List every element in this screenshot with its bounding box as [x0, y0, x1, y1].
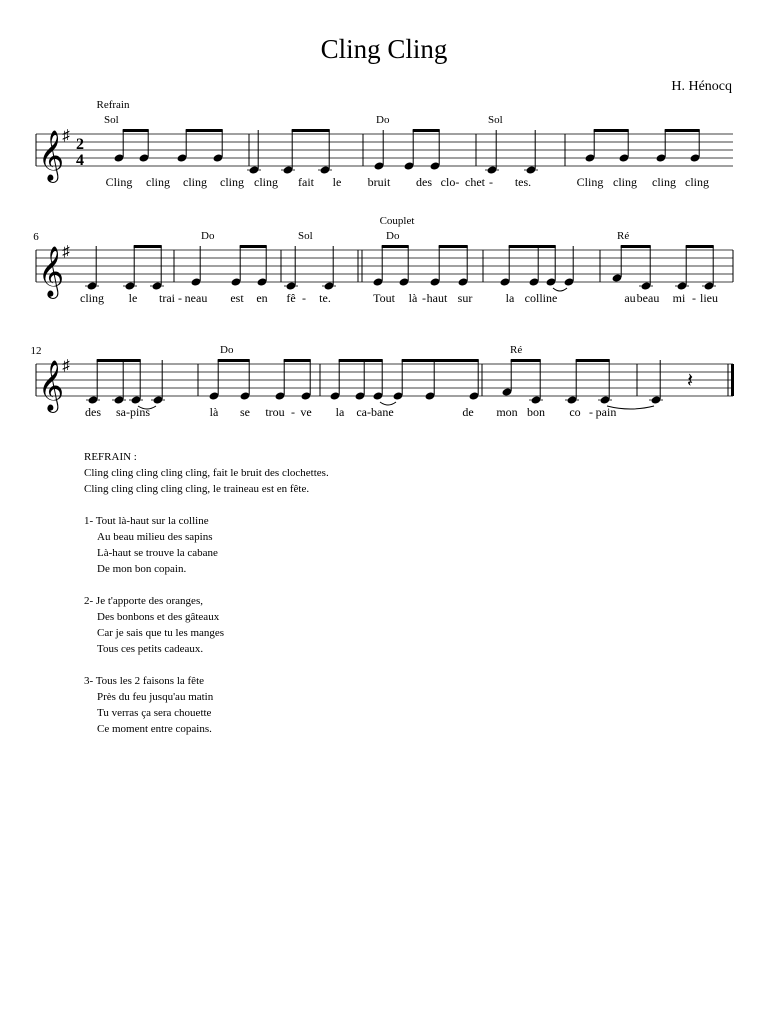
- lyric-syllable: des: [85, 405, 101, 419]
- lyric-syllable: trai: [159, 291, 175, 305]
- lyrics-stanza: [84, 513, 329, 577]
- lyric-syllable: sa-pins: [116, 405, 150, 419]
- lyric-syllable: cling: [80, 291, 104, 305]
- lyrics-line: 1- Tout là-haut sur la colline: [84, 515, 209, 527]
- chord-symbol: Do: [220, 344, 234, 356]
- chord-symbol: Ré: [510, 344, 523, 356]
- lyric-syllable: -: [489, 175, 493, 189]
- note: [649, 360, 663, 405]
- lyric-syllable: Cling: [576, 175, 604, 189]
- note: [690, 130, 701, 163]
- chord-symbol: Sol: [104, 114, 119, 126]
- note-beam: [97, 359, 141, 362]
- measure-number: 6: [33, 231, 39, 243]
- note: [86, 360, 100, 405]
- chord-symbol: Do: [386, 230, 400, 242]
- final-bar-thick: [731, 364, 734, 396]
- lyric-syllable: pain: [595, 405, 617, 419]
- lyrics-line: Près du feu jusqu'au matin: [97, 691, 214, 703]
- lyric-syllable: te.: [319, 291, 331, 305]
- note-beam: [686, 245, 714, 248]
- time-signature-bottom: 4: [76, 152, 84, 169]
- lyrics-line: Cling cling cling cling cling, fait le bruit des clochettes.: [84, 467, 329, 479]
- lyric-syllable: fait: [298, 175, 314, 189]
- lyric-syllable: sur: [457, 291, 473, 305]
- note: [675, 246, 689, 291]
- note: [177, 130, 188, 163]
- note-beam: [511, 359, 541, 362]
- lyric-syllable: chet: [465, 175, 485, 189]
- chord-symbol: Do: [376, 114, 390, 126]
- lyrics-stanza: [84, 673, 329, 737]
- note-beam: [218, 359, 250, 362]
- lyric-syllable: -: [692, 291, 696, 305]
- note-beam: [134, 245, 162, 248]
- lyric-syllable: co: [569, 405, 581, 419]
- lyrics-line: 3- Tous les 2 faisons la fête: [84, 675, 205, 687]
- lyrics-line: Tous ces petits cadeaux.: [97, 643, 204, 655]
- chord-symbol: Sol: [298, 230, 313, 242]
- note-beam: [413, 129, 440, 132]
- note: [585, 130, 596, 163]
- lyric-syllable: ca-bane: [356, 405, 394, 419]
- lyric-syllable: Cling: [105, 175, 133, 189]
- lyric-syllable: -: [422, 291, 426, 305]
- lyric-syllable: cling: [652, 175, 676, 189]
- measure-number: 12: [30, 345, 42, 357]
- quarter-rest-icon: 𝄽: [686, 370, 694, 392]
- lyric-syllable: -: [291, 405, 295, 419]
- music-score: [0, 0, 768, 440]
- note: [485, 130, 499, 175]
- lyric-syllable: -: [302, 291, 306, 305]
- lyrics-line: Là-haut se trouve la cabane: [97, 547, 218, 559]
- note-beam: [621, 245, 651, 248]
- lyric-syllable: fê: [286, 291, 296, 305]
- note: [619, 130, 630, 163]
- note: [322, 246, 336, 291]
- lyrics-line: Cling cling cling cling cling, le traineau est en fête.: [84, 483, 310, 495]
- note: [656, 130, 667, 163]
- lyric-syllable: neau: [184, 291, 208, 305]
- note-beam: [186, 129, 223, 132]
- note: [281, 130, 295, 175]
- lyric-syllable: là: [209, 405, 219, 419]
- lyric-syllable: bon: [527, 405, 545, 419]
- note: [318, 130, 332, 175]
- note-beam: [284, 359, 311, 362]
- note: [639, 246, 653, 291]
- note: [502, 360, 513, 397]
- lyric-syllable: là: [408, 291, 418, 305]
- note: [612, 246, 623, 283]
- lyric-syllable: des: [416, 175, 432, 189]
- note: [524, 130, 538, 175]
- lyrics-line: Des bonbons et des gâteaux: [97, 611, 220, 623]
- lyrics-line: Car je sais que tu les manges: [97, 627, 225, 639]
- note: [114, 130, 125, 163]
- note-beam: [292, 129, 330, 132]
- lyric-syllable: clo-: [440, 175, 460, 189]
- note: [529, 360, 543, 405]
- chord-symbol: Do: [201, 230, 215, 242]
- section-label: Couplet: [379, 215, 415, 227]
- lyric-syllable: lieu: [700, 291, 718, 305]
- key-signature-sharp-icon: ♯: [62, 358, 70, 374]
- lyrics-line: 2- Je t'apporte des oranges,: [84, 595, 203, 607]
- lyrics-line: Tu verras ça sera chouette: [97, 707, 212, 719]
- note: [129, 360, 143, 405]
- note: [151, 360, 165, 405]
- lyric-syllable: cling: [146, 175, 170, 189]
- note-beam: [576, 359, 610, 362]
- note: [150, 246, 164, 291]
- lyric-syllable: ve: [300, 405, 312, 419]
- lyrics-line: Ce moment entre copains.: [97, 723, 212, 735]
- chord-symbol: Sol: [488, 114, 503, 126]
- lyric-syllable: -: [589, 405, 593, 419]
- lyrics-stanza: [84, 449, 329, 497]
- key-signature-sharp-icon: ♯: [62, 128, 70, 144]
- time-signature-top: 2: [76, 136, 84, 153]
- treble-clef-icon: 𝄞: [38, 247, 65, 296]
- lyric-syllable: en: [256, 291, 268, 305]
- lyric-syllable: le: [332, 175, 342, 189]
- lyric-syllable: mi: [672, 291, 686, 305]
- lyric-syllable: mon: [496, 405, 518, 419]
- lyric-syllable: se: [240, 405, 250, 419]
- key-signature-sharp-icon: ♯: [62, 244, 70, 260]
- note: [139, 130, 150, 163]
- lyric-syllable: cling: [183, 175, 207, 189]
- lyric-syllable: beau: [636, 291, 660, 305]
- staff-system: [31, 344, 735, 419]
- note: [598, 360, 612, 405]
- staff-system: [33, 215, 733, 305]
- note-beam: [665, 129, 700, 132]
- lyric-syllable: la: [335, 405, 345, 419]
- lyric-syllable: cling: [220, 175, 244, 189]
- lyrics-line: Au beau milieu des sapins: [97, 531, 213, 543]
- note: [284, 246, 298, 291]
- lyric-syllable: de: [462, 405, 474, 419]
- composer-name: H. Hénocq: [671, 79, 732, 94]
- lyric-syllable: est: [230, 291, 244, 305]
- lyric-syllable: haut: [426, 291, 448, 305]
- note-beam: [123, 129, 149, 132]
- lyric-syllable: cling: [254, 175, 278, 189]
- lyrics-text: [84, 449, 329, 753]
- section-label: Refrain: [96, 99, 130, 111]
- note-beam: [240, 245, 267, 248]
- note-beam: [382, 245, 409, 248]
- note: [85, 246, 99, 291]
- lyric-syllable: cling: [685, 175, 709, 189]
- lyric-syllable: cling: [613, 175, 637, 189]
- note-beam: [339, 359, 383, 362]
- note-beam: [509, 245, 556, 248]
- note: [702, 246, 716, 291]
- lyric-syllable: Tout: [373, 291, 395, 305]
- lyric-syllable: tes.: [514, 175, 532, 189]
- staff-system: [36, 99, 733, 189]
- lyric-syllable: colline: [524, 291, 558, 305]
- note: [112, 360, 126, 405]
- note: [565, 360, 579, 405]
- lyrics-stanza: [84, 593, 329, 657]
- lyric-syllable: trou: [265, 405, 285, 419]
- note: [213, 130, 224, 163]
- song-title: Cling Cling: [320, 34, 448, 64]
- note-beam: [594, 129, 629, 132]
- lyric-syllable: le: [128, 291, 138, 305]
- treble-clef-icon: 𝄞: [38, 131, 65, 180]
- note-beam: [439, 245, 468, 248]
- lyrics-line: REFRAIN :: [84, 451, 137, 463]
- chord-symbol: Ré: [617, 230, 630, 242]
- lyric-syllable: -: [178, 291, 182, 305]
- note-beam: [402, 359, 479, 362]
- lyrics-line: De mon bon copain.: [97, 563, 187, 575]
- note: [123, 246, 137, 291]
- lyric-syllable: la: [505, 291, 515, 305]
- lyric-syllable: au: [624, 291, 636, 305]
- treble-clef-icon: 𝄞: [38, 361, 65, 410]
- lyric-syllable: bruit: [367, 175, 391, 189]
